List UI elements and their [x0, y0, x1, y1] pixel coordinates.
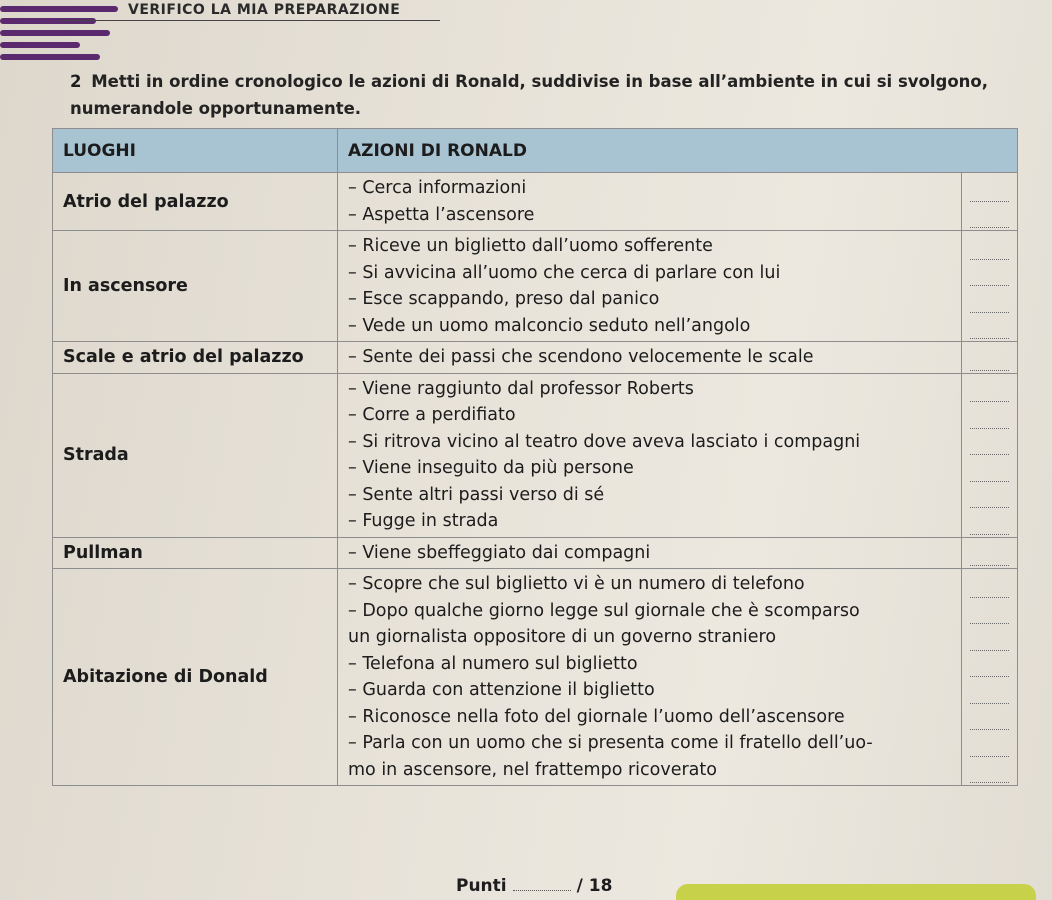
action-item: – Fugge in strada: [348, 511, 499, 531]
action-item: – Viene raggiunto dal professor Roberts: [348, 378, 694, 399]
action-item: – Si avvicina all’uomo che cerca di parlare con lui: [348, 262, 781, 283]
place-cell: In ascensore: [53, 231, 338, 342]
table-row: [53, 373, 1018, 537]
column-header-places: LUOGHI: [53, 129, 338, 173]
bottom-tab: [676, 884, 1036, 900]
number-blank[interactable]: [970, 260, 1009, 287]
action-item: – Guarda con attenzione il biglietto: [348, 680, 655, 700]
table-row: [53, 342, 1018, 374]
number-blank[interactable]: [970, 540, 1009, 567]
table-header-row: [53, 129, 1018, 173]
answer-cell: [962, 342, 1018, 374]
number-blank[interactable]: [970, 482, 1009, 509]
action-item: – Vede un uomo malconcio seduto nell’angolo: [348, 315, 751, 336]
table-row: [53, 537, 1018, 569]
action-item: – Si ritrova vicino al teatro dove aveva lasciato i compagni: [348, 431, 861, 452]
score-label: Punti: [456, 876, 507, 896]
answer-cell: [962, 569, 1018, 786]
place-cell: Pullman: [53, 537, 338, 569]
place-cell: Scale e atrio del palazzo: [53, 342, 338, 374]
number-blank[interactable]: [970, 624, 1009, 651]
number-blank[interactable]: [970, 508, 1009, 535]
table-body: [53, 173, 1018, 786]
actions-cell: [338, 373, 962, 537]
action-item: – Esce scappando, preso dal panico: [348, 289, 660, 309]
number-blank[interactable]: [970, 571, 1009, 598]
number-blank[interactable]: [970, 677, 1009, 704]
answer-cell: [962, 373, 1018, 537]
answer-cell: [962, 173, 1018, 231]
place-cell: Abitazione di Donald: [53, 569, 338, 786]
action-item: – Riceve un biglietto dall’uomo sofferente: [348, 236, 713, 256]
number-blank[interactable]: [970, 344, 1009, 371]
number-blank[interactable]: [970, 233, 1009, 260]
answer-cell: [962, 231, 1018, 342]
action-item: – Corre a perdifiato: [348, 405, 516, 425]
number-blank[interactable]: [970, 202, 1009, 229]
number-blank[interactable]: [970, 455, 1009, 482]
number-blank[interactable]: [970, 175, 1009, 202]
actions-cell: [338, 231, 962, 342]
number-blank[interactable]: [970, 757, 1009, 784]
actions-cell: [338, 569, 962, 786]
action-item: – Riconosce nella foto del giornale l’uomo dell’ascensore: [348, 706, 845, 727]
answer-cell: [962, 537, 1018, 569]
number-blank[interactable]: [970, 429, 1009, 456]
table-row: [53, 569, 1018, 786]
action-item: – Telefona al numero sul biglietto: [348, 653, 638, 674]
actions-cell: [338, 342, 962, 374]
number-blank[interactable]: [970, 313, 1009, 340]
action-item: – Dopo qualche giorno legge sul giornale che è scomparso: [348, 600, 860, 621]
number-blank[interactable]: [970, 730, 1009, 757]
table-row: [53, 231, 1018, 342]
header-divider: [60, 20, 440, 21]
score-blank[interactable]: [513, 890, 571, 891]
exercise-text: Metti in ordine cronologico le azioni di Ronald, suddivise in base all’ambiente in cui si svolgono, numerandole opportunamente.: [70, 72, 989, 118]
column-header-actions: AZIONI DI RONALD: [338, 129, 1018, 173]
action-item: – Parla con un uomo che si presenta come il fratello dell’uo-: [348, 733, 873, 753]
number-blank[interactable]: [970, 704, 1009, 731]
action-item: – Viene sbeffeggiato dai compagni: [348, 542, 651, 563]
score-line: [456, 876, 612, 896]
actions-cell: [338, 173, 962, 231]
exercise-instruction: [70, 68, 1030, 122]
action-item: – Cerca informazioni: [348, 178, 527, 198]
action-item: – Viene inseguito da più persone: [348, 458, 634, 478]
action-item: – Scopre che sul biglietto vi è un numero di telefono: [348, 574, 805, 594]
action-item: – Sente altri passi verso di sé: [348, 484, 605, 505]
action-item: mo in ascensore, nel frattempo ricoverato: [348, 759, 717, 780]
table-row: [53, 173, 1018, 231]
section-title: VERIFICO LA MIA PREPARAZIONE: [128, 2, 401, 18]
actions-cell: [338, 537, 962, 569]
actions-table: [52, 128, 1018, 786]
place-cell: Atrio del palazzo: [53, 173, 338, 231]
action-item: – Aspetta l’ascensore: [348, 204, 535, 225]
action-item: – Sente dei passi che scendono velocemente le scale: [348, 347, 814, 367]
number-blank[interactable]: [970, 376, 1009, 403]
number-blank[interactable]: [970, 286, 1009, 313]
exercise-number: 2: [70, 72, 82, 91]
action-item: un giornalista oppositore di un governo straniero: [348, 627, 777, 647]
number-blank[interactable]: [970, 651, 1009, 678]
number-blank[interactable]: [970, 402, 1009, 429]
score-total: / 18: [576, 876, 613, 896]
number-blank[interactable]: [970, 598, 1009, 625]
place-cell: Strada: [53, 373, 338, 537]
